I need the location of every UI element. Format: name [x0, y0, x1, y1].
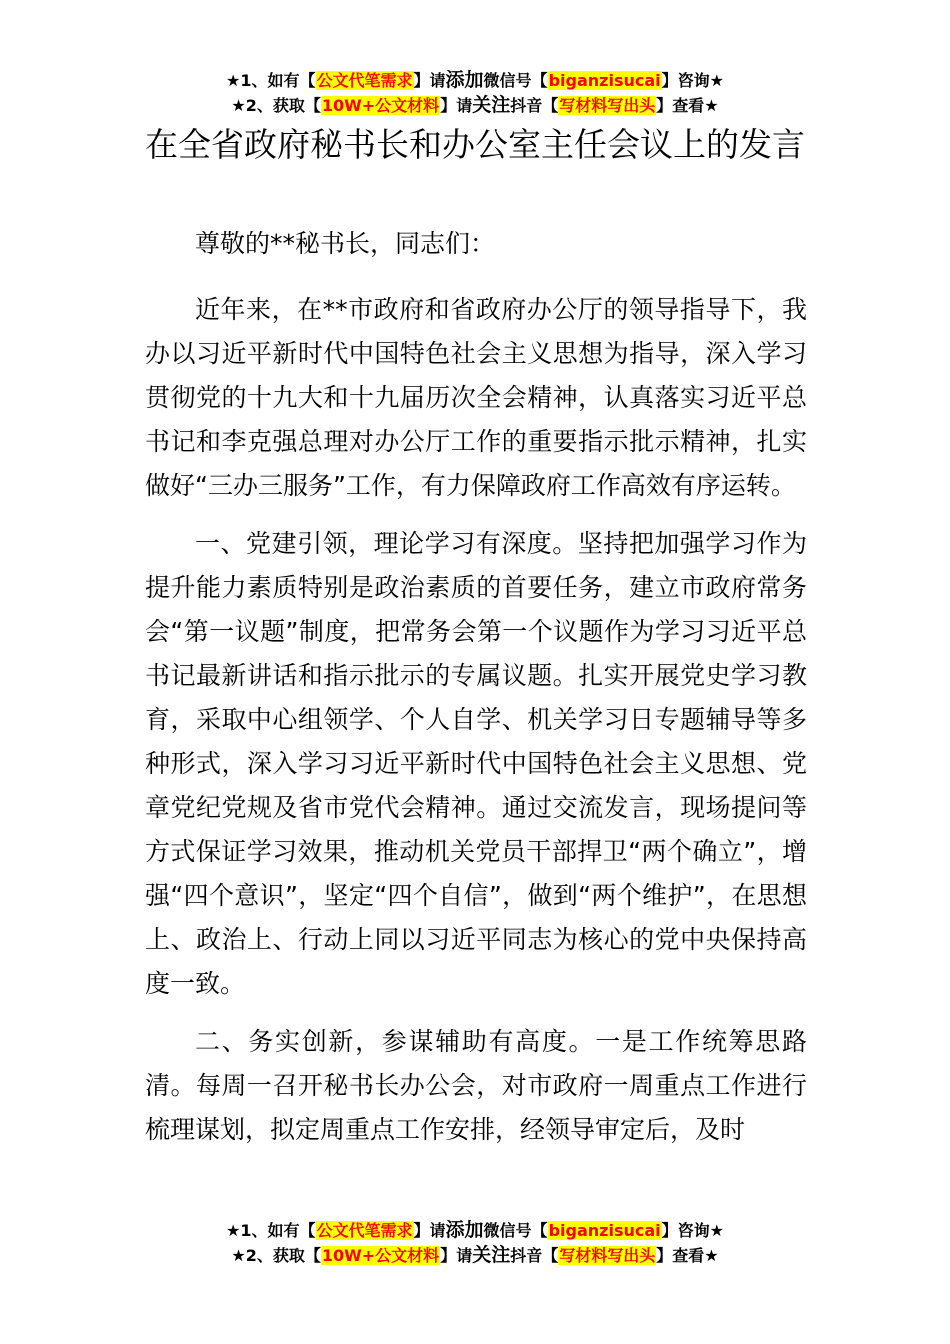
banner-highlight: biganzisucai — [548, 1221, 661, 1240]
banner-text: 添加 — [445, 69, 484, 91]
paragraph: 二、务实创新，参谋辅助有高度。一是工作统筹思路清。每周一召开秘书长办公会，对市政府一周重点工作进行梳理谋划，拟定周重点工作安排，经领导审定后，及时 — [145, 1027, 807, 1144]
banner-highlight: biganzisucai — [548, 71, 661, 90]
banner-text: ★2、获取【 — [231, 96, 321, 115]
banner-text: 】请 — [440, 1246, 473, 1265]
banner-highlight: 10W+公文材料 — [321, 1246, 440, 1265]
banner-line-2 — [0, 1243, 950, 1268]
banner-text: ★1、如有【 — [226, 71, 316, 90]
banner-text: 微信号【 — [483, 71, 548, 90]
banner-text: 抖音【 — [510, 1246, 559, 1265]
banner-text: 】请 — [413, 71, 446, 90]
header-banner — [0, 68, 950, 118]
banner-highlight: 写材料写出头 — [559, 96, 656, 115]
document-title: 在全省政府秘书长和办公室主任会议上的发言 — [145, 125, 805, 164]
paragraph: 近年来，在**市政府和省政府办公厅的领导指导下，我办以习近平新时代中国特色社会主义思想为指导，深入学习贯彻党的十九大和十九届历次全会精神，认真落实习近平总书记和李克强总理对办公厅工作的重要指示批示精神，扎实做好“三办三服务”工作，有力保障政府工作高效有序运转。 — [145, 295, 807, 500]
banner-highlight: 公文代笔需求 — [316, 71, 413, 90]
banner-text: 】请 — [440, 96, 473, 115]
banner-text: 】咨询★ — [661, 1221, 724, 1240]
banner-line-1 — [0, 1218, 950, 1243]
banner-line-1 — [0, 68, 950, 93]
banner-text: 】查看★ — [656, 1246, 719, 1265]
banner-line-2 — [0, 93, 950, 118]
paragraph: 一、党建引领，理论学习有深度。坚持把加强学习作为提升能力素质特别是政治素质的首要任务，建立市政府常务会“第一议题”制度，把常务会第一个议题作为学习习近平总书记最新讲话和指示批示的专属议题。扎实开展党史学习教育，采取中心组领学、个人自学、机关学习日专题辅导等多种形式，深入学习习近平新时代中国特色社会主义思想、党章党纪党规及省市党代会精神。通过交流发言，现场提问等方式保证学习效果，推动机关党员干部捍卫“两个确立”，增强“四个意识”，坚定“四个自信”，做到“两个维护”，在思想上、政治上、行动上同以习近平同志为核心的党中央保持高度一致。 — [145, 529, 807, 998]
banner-text: 添加 — [445, 1219, 484, 1241]
banner-text: ★1、如有【 — [226, 1221, 316, 1240]
banner-highlight: 10W+公文材料 — [321, 96, 440, 115]
document-body — [145, 222, 807, 1166]
banner-text: 】查看★ — [656, 96, 719, 115]
banner-highlight: 写材料写出头 — [559, 1246, 656, 1265]
banner-text: 抖音【 — [510, 96, 559, 115]
banner-text: 关注 — [472, 1244, 511, 1266]
banner-text: 】请 — [413, 1221, 446, 1240]
banner-text: 】咨询★ — [661, 71, 724, 90]
salutation: 尊敬的**秘书长，同志们： — [195, 229, 496, 258]
banner-highlight: 公文代笔需求 — [316, 1221, 413, 1240]
banner-text: 关注 — [472, 94, 511, 116]
banner-text: 微信号【 — [483, 1221, 548, 1240]
footer-banner — [0, 1218, 950, 1268]
banner-text: ★2、获取【 — [231, 1246, 321, 1265]
